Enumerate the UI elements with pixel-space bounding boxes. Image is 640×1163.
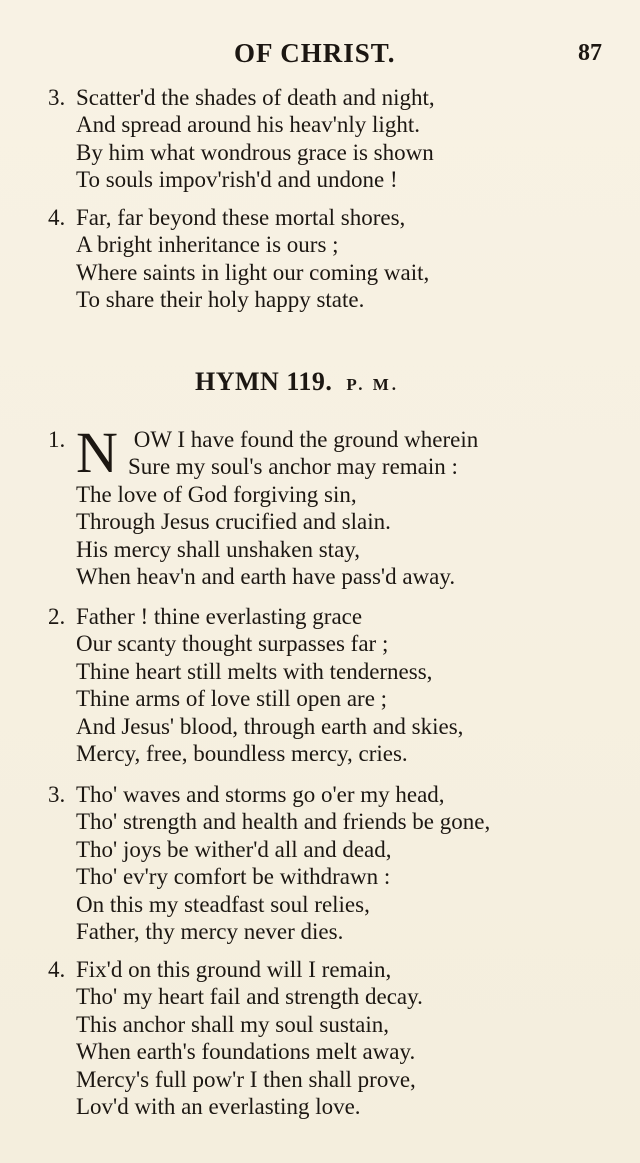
drop-cap: N (76, 420, 118, 485)
stanza-number: 2. (48, 604, 66, 629)
hymn-119-stanza-3 (48, 781, 628, 945)
verse-line: Mercy's full pow'r I then shall prove, (76, 1066, 416, 1092)
verse-line: Sure my soul's anchor may remain : (128, 454, 458, 480)
verse-line: A bright inheritance is ours ; (76, 232, 339, 258)
verse-line: Tho' joys be wither'd all and dead, (76, 836, 392, 862)
hymn-119-stanza-2 (48, 603, 628, 767)
verse-line: The love of God forgiving sin, (76, 481, 357, 507)
verse-line: Lov'd with an everlasting love. (76, 1093, 361, 1119)
verse-line: Fix'd on this ground will I remain, (76, 957, 392, 982)
verse-line: Thine arms of love still open are ; (76, 686, 388, 712)
verse-line: Father, thy mercy never dies. (76, 918, 344, 944)
verse-line: Mercy, free, boundless mercy, cries. (76, 740, 408, 766)
stanza-number: 4. (48, 205, 66, 230)
verse-line: OW I have found the ground wherein (133, 427, 479, 452)
stanza-number: 3. (48, 85, 66, 110)
verse-line: Tho' my heart fail and strength decay. (76, 984, 423, 1010)
verse-line: When heav'n and earth have pass'd away. (76, 563, 456, 589)
page-number: 87 (578, 40, 602, 66)
verse-line: By him what wondrous grace is shown (76, 139, 434, 165)
stanza-4-previous-hymn (48, 204, 628, 314)
verse-line: Father ! thine everlasting grace (76, 604, 363, 629)
verse-line: This anchor shall my soul sustain, (76, 1011, 390, 1037)
stanza-number: 3. (48, 782, 66, 807)
verse-line: To souls impov'rish'd and undone ! (76, 167, 398, 193)
verse-line: To share their holy happy state. (76, 287, 365, 313)
verse-line: Tho' waves and storms go o'er my head, (76, 782, 445, 807)
verse-line: Through Jesus crucified and slain. (76, 509, 391, 535)
hymn-119-stanza-1 (48, 420, 628, 590)
stanza-number: 4. (48, 957, 66, 982)
verse-line: Far, far beyond these mortal shores, (76, 205, 406, 230)
verse-line: Tho' strength and health and friends be gone, (76, 809, 491, 835)
verse-line: And spread around his heav'nly light. (76, 112, 420, 138)
verse-line: Scatter'd the shades of death and night, (76, 85, 435, 110)
verse-line: When earth's foundations melt away. (76, 1039, 416, 1065)
verse-line: His mercy shall unshaken stay, (76, 536, 361, 562)
verse-line: On this my steadfast soul relies, (76, 891, 370, 917)
verse-line: Our scanty thought surpasses far ; (76, 631, 389, 657)
running-head: OF CHRIST. (234, 38, 396, 68)
stanza-number: 1. (48, 427, 66, 452)
hymn-meter: P. M. (346, 375, 400, 394)
verse-line: Where saints in light our coming wait, (76, 259, 430, 285)
verse-line: And Jesus' blood, through earth and skies, (76, 713, 464, 739)
hymn-heading (195, 367, 399, 397)
hymn-title: HYMN 119. (195, 367, 333, 396)
stanza-3-previous-hymn (48, 84, 628, 194)
hymn-119-stanza-4 (48, 956, 628, 1120)
verse-line: Thine heart still melts with tenderness, (76, 658, 433, 684)
verse-line: Tho' ev'ry comfort be withdrawn : (76, 864, 391, 890)
